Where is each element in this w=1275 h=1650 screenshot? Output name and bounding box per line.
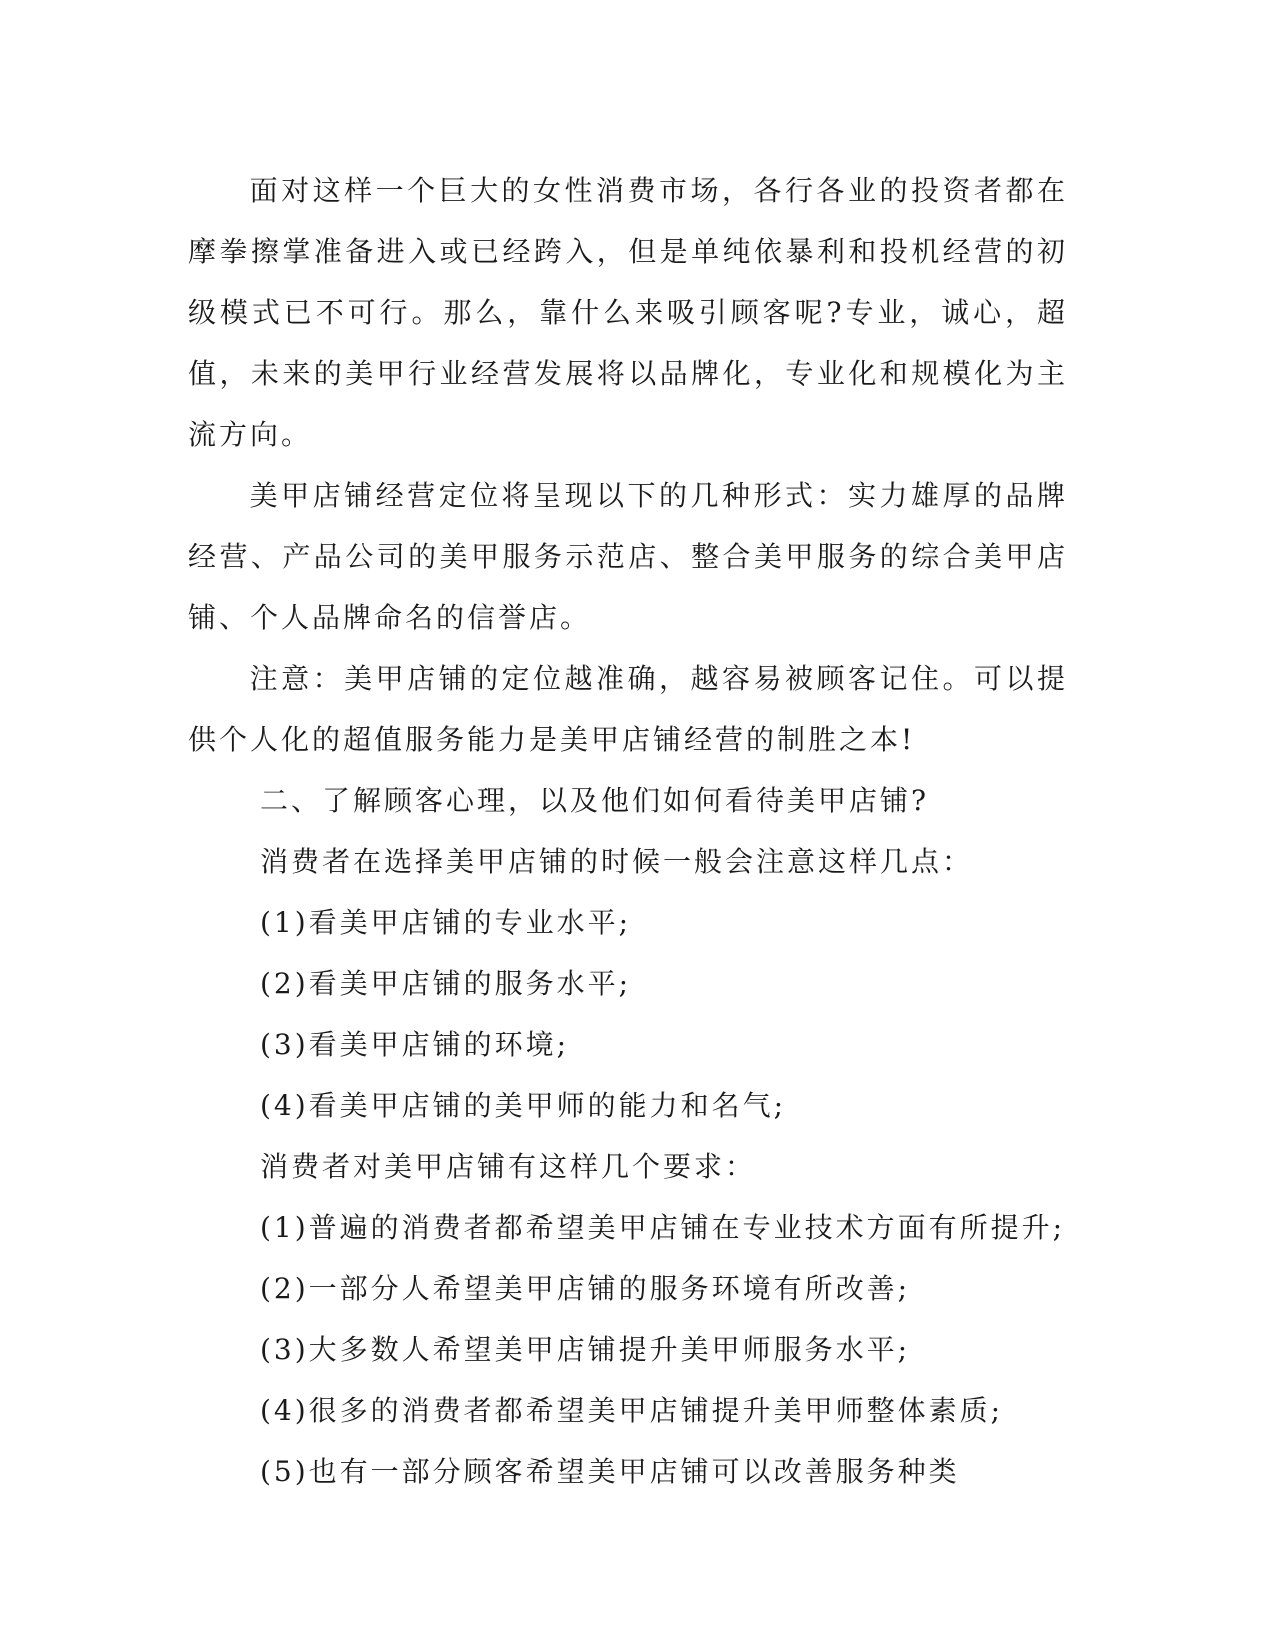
list-item: (4)很多的消费者都希望美甲店铺提升美甲师整体素质; <box>260 1394 1004 1427</box>
list-item: (2)一部分人希望美甲店铺的服务环境有所改善; <box>260 1272 911 1305</box>
paragraph-market: 面对这样一个巨大的女性消费市场，各行各业的投资者都在摩拳擦掌准备进入或已经跨入，但是单纯依暴利和投机经营的初级模式已不可行。那么，靠什么来吸引顾客呢?专业，诚心，超值，未来的美甲行业经营发展将以品牌化，专业化和规模化为主流方向。 <box>188 174 1068 451</box>
list-item: (5)也有一部分顾客希望美甲店铺可以改善服务种类 <box>260 1455 960 1488</box>
list-item: (2)看美甲店铺的服务水平; <box>260 967 632 1000</box>
list-item: (3)看美甲店铺的环境; <box>260 1028 570 1061</box>
list-item: (4)看美甲店铺的美甲师的能力和名气; <box>260 1089 787 1122</box>
paragraph-note: 注意：美甲店铺的定位越准确，越容易被顾客记住。可以提供个人化的超值服务能力是美甲店铺经营的制胜之本! <box>188 662 1068 756</box>
list-item: (3)大多数人希望美甲店铺提升美甲师服务水平; <box>260 1333 911 1366</box>
list-item: (1)普遍的消费者都希望美甲店铺在专业技术方面有所提升; <box>260 1211 1066 1244</box>
attention-intro: 消费者在选择美甲店铺的时候一般会注意这样几点： <box>260 845 974 878</box>
document-body <box>188 160 1068 1502</box>
section-heading: 二、了解顾客心理，以及他们如何看待美甲店铺? <box>260 784 930 817</box>
paragraph-positioning: 美甲店铺经营定位将呈现以下的几种形式：实力雄厚的品牌经营、产品公司的美甲服务示范店、整合美甲服务的综合美甲店铺、个人品牌命名的信誉店。 <box>188 479 1068 634</box>
requirements-intro: 消费者对美甲店铺有这样几个要求： <box>260 1150 757 1183</box>
list-item: (1)看美甲店铺的专业水平; <box>260 906 632 939</box>
